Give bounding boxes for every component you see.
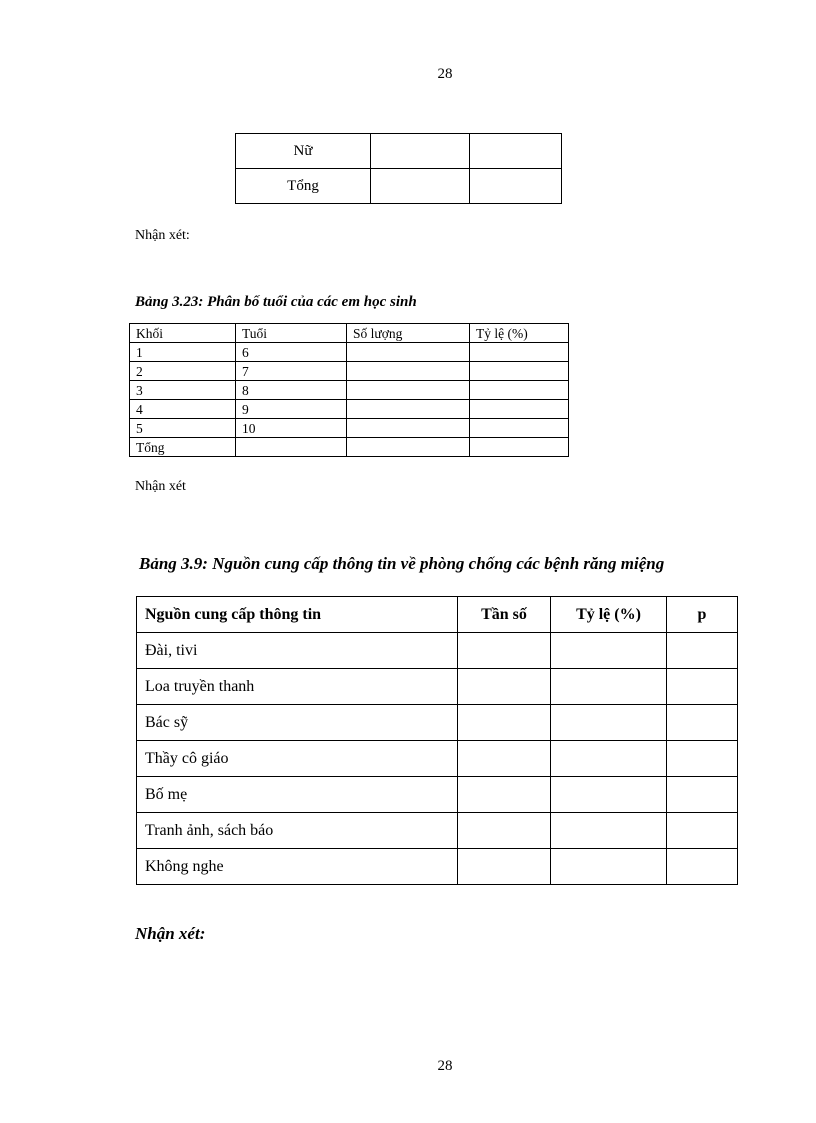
- table-cell: 6: [236, 343, 347, 362]
- table-cell: [470, 438, 569, 457]
- table-cell: [667, 849, 738, 885]
- remark-label: Nhận xét:: [135, 228, 190, 243]
- table-cell: Loa truyền thanh: [137, 669, 458, 705]
- table-cell: 7: [236, 362, 347, 381]
- table-cell: [470, 362, 569, 381]
- table-cell: [347, 419, 470, 438]
- table-cell: Bố mẹ: [137, 777, 458, 813]
- header-cell: Số lượng: [347, 324, 470, 343]
- table-cell: [551, 849, 667, 885]
- header-cell: Tần số: [458, 597, 551, 633]
- header-cell: Tỷ lệ (%): [551, 597, 667, 633]
- table-cell: [667, 633, 738, 669]
- table-cell: Bác sỹ: [137, 705, 458, 741]
- table-row: [130, 362, 569, 381]
- table-cell: [470, 343, 569, 362]
- table-cell: 9: [236, 400, 347, 419]
- table-row: [130, 400, 569, 419]
- table-cell: [551, 669, 667, 705]
- table-cell: 5: [130, 419, 236, 438]
- table-cell: [667, 777, 738, 813]
- table-cell: [667, 705, 738, 741]
- table-cell: [667, 741, 738, 777]
- table-cell: 3: [130, 381, 236, 400]
- remark-label-bold: Nhận xét:: [135, 924, 206, 943]
- table-cell: Thầy cô giáo: [137, 741, 458, 777]
- table-cell: [458, 777, 551, 813]
- table-cell: [458, 849, 551, 885]
- table-cell: [470, 400, 569, 419]
- table-cell: Tổng: [236, 169, 371, 204]
- table-cell: [551, 777, 667, 813]
- table-cell: 2: [130, 362, 236, 381]
- table-cell: [236, 438, 347, 457]
- table-row: [130, 343, 569, 362]
- table-row: [130, 381, 569, 400]
- table-header-row: [130, 324, 569, 343]
- table-cell: [347, 362, 470, 381]
- table-cell: [458, 633, 551, 669]
- source-table: [136, 596, 738, 885]
- table-cell: [470, 419, 569, 438]
- table-row: [137, 777, 738, 813]
- header-cell: Nguồn cung cấp thông tin: [137, 597, 458, 633]
- table-cell: [347, 438, 470, 457]
- table-cell: 8: [236, 381, 347, 400]
- table-cell: Đài, tivi: [137, 633, 458, 669]
- header-cell: Tuổi: [236, 324, 347, 343]
- table-row: [137, 849, 738, 885]
- table-cell: [347, 400, 470, 419]
- table-row: [130, 438, 569, 457]
- table-cell: 4: [130, 400, 236, 419]
- age-table-caption: Bảng 3.23: Phân bố tuổi của các em học sinh: [135, 294, 417, 310]
- header-cell: p: [667, 597, 738, 633]
- table-header-row: [137, 597, 738, 633]
- gender-table: [235, 133, 562, 204]
- table-row: [130, 419, 569, 438]
- table-cell: [347, 343, 470, 362]
- table-cell: [470, 169, 562, 204]
- age-table: [129, 323, 569, 457]
- table-cell: [371, 134, 470, 169]
- table-row: [137, 633, 738, 669]
- table-row: [236, 169, 562, 204]
- source-table-caption: Bảng 3.9: Nguồn cung cấp thông tin về phòng chống các bệnh răng miệng: [139, 554, 665, 573]
- table-row: [137, 705, 738, 741]
- table-row: [137, 741, 738, 777]
- table-cell: [458, 741, 551, 777]
- table-cell: [458, 705, 551, 741]
- table-cell: [551, 705, 667, 741]
- table-row: [236, 134, 562, 169]
- table-cell: Tổng: [130, 438, 236, 457]
- page-number-top: 28: [437, 66, 453, 82]
- table-cell: [551, 813, 667, 849]
- table-cell: [667, 669, 738, 705]
- table-row: [137, 813, 738, 849]
- table-row: [137, 669, 738, 705]
- table-cell: [458, 813, 551, 849]
- page-number-bottom: 28: [437, 1058, 453, 1074]
- header-cell: Tỷ lệ (%): [470, 324, 569, 343]
- table-cell: [551, 741, 667, 777]
- table-cell: [470, 134, 562, 169]
- table-cell: [470, 381, 569, 400]
- table-cell: [371, 169, 470, 204]
- table-cell: 1: [130, 343, 236, 362]
- header-cell: Khối: [130, 324, 236, 343]
- table-cell: 10: [236, 419, 347, 438]
- table-cell: Không nghe: [137, 849, 458, 885]
- table-cell: Tranh ảnh, sách báo: [137, 813, 458, 849]
- table-cell: [667, 813, 738, 849]
- table-cell: Nữ: [236, 134, 371, 169]
- table-cell: [458, 669, 551, 705]
- table-cell: [551, 633, 667, 669]
- table-cell: [347, 381, 470, 400]
- remark-label: Nhận xét: [135, 479, 186, 494]
